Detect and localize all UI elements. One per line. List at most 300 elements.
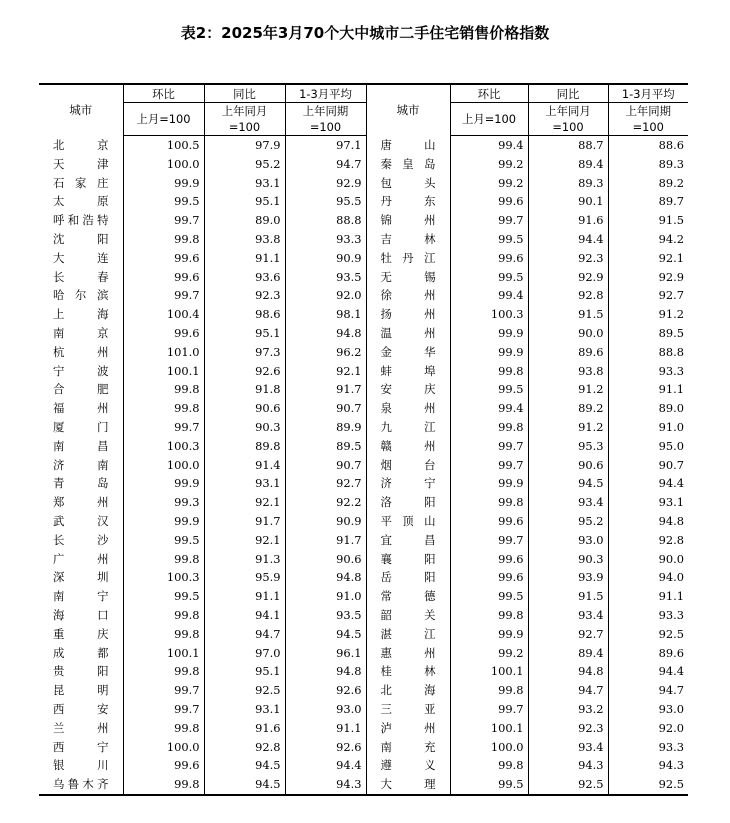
yoy-value-left: 92.6	[204, 362, 285, 381]
header-avg-base-right	[608, 103, 688, 136]
yoy-value-left: 97.3	[204, 343, 285, 362]
mom-value-left: 99.9	[123, 174, 204, 193]
table-row	[39, 456, 688, 475]
table-row	[39, 775, 688, 795]
table-row	[39, 625, 688, 644]
yoy-value-left: 90.6	[204, 399, 285, 418]
yoy-value-right: 93.2	[528, 700, 608, 719]
avg-value-left: 95.5	[285, 192, 366, 211]
avg-value-right: 93.3	[608, 362, 688, 381]
yoy-value-left: 95.1	[204, 324, 285, 343]
yoy-value-right: 94.5	[528, 474, 608, 493]
avg-value-right: 88.6	[608, 136, 688, 155]
table-row	[39, 268, 688, 287]
yoy-value-right: 92.8	[528, 286, 608, 305]
avg-value-right: 92.1	[608, 249, 688, 268]
avg-value-right: 89.0	[608, 399, 688, 418]
avg-value-right: 94.0	[608, 568, 688, 587]
mom-value-right: 99.8	[450, 493, 528, 512]
table-row	[39, 662, 688, 681]
yoy-value-left: 95.1	[204, 192, 285, 211]
mom-value-left: 99.9	[123, 512, 204, 531]
yoy-value-left: 91.1	[204, 249, 285, 268]
mom-value-left: 100.0	[123, 738, 204, 757]
avg-value-right: 94.4	[608, 662, 688, 681]
table-row	[39, 756, 688, 775]
mom-value-left: 99.5	[123, 531, 204, 550]
header-mom-left: 环比	[123, 84, 204, 103]
city-name-left: 厦门	[53, 419, 109, 434]
yoy-value-right: 93.4	[528, 493, 608, 512]
mom-value-left: 100.3	[123, 568, 204, 587]
city-name-left: 长沙	[53, 532, 109, 547]
header-mom-right: 环比	[450, 84, 528, 103]
city-name-right: 洛阳	[366, 493, 450, 512]
header-yoy-base-line1: 上年同月	[545, 104, 591, 118]
mom-value-left: 99.6	[123, 756, 204, 775]
city-name-left: 济南	[53, 457, 109, 472]
mom-value-right: 99.7	[450, 211, 528, 230]
yoy-value-left: 97.9	[204, 136, 285, 155]
table-row	[39, 474, 688, 493]
avg-value-right: 94.7	[608, 681, 688, 700]
header-avg-base-line2: =100	[632, 120, 664, 134]
mom-value-left: 99.8	[123, 230, 204, 249]
mom-value-right: 99.4	[450, 286, 528, 305]
header-avg-left: 1-3月平均	[285, 84, 366, 103]
city-name-left: 海口	[53, 607, 109, 622]
mom-value-left: 99.3	[123, 493, 204, 512]
mom-value-left: 99.8	[123, 606, 204, 625]
city-name-right: 金华	[366, 343, 450, 362]
table-body	[39, 136, 688, 795]
mom-value-left: 99.6	[123, 268, 204, 287]
header-mom-base-right: 上月=100	[450, 103, 528, 136]
mom-value-right: 99.4	[450, 399, 528, 418]
yoy-value-right: 88.7	[528, 136, 608, 155]
yoy-value-left: 90.3	[204, 418, 285, 437]
city-name-right: 岳阳	[366, 568, 450, 587]
avg-value-left: 90.7	[285, 399, 366, 418]
mom-value-right: 99.6	[450, 568, 528, 587]
avg-value-right: 91.1	[608, 587, 688, 606]
header-yoy-base-right	[528, 103, 608, 136]
mom-value-left: 99.6	[123, 249, 204, 268]
city-name-left: 西宁	[53, 739, 109, 754]
city-name-right: 常德	[366, 587, 450, 606]
table-row	[39, 606, 688, 625]
yoy-value-left: 92.1	[204, 531, 285, 550]
city-name-right: 丹东	[366, 192, 450, 211]
mom-value-right: 100.0	[450, 738, 528, 757]
avg-value-left: 93.3	[285, 230, 366, 249]
avg-value-left: 94.8	[285, 568, 366, 587]
avg-value-right: 89.6	[608, 644, 688, 663]
table-row	[39, 174, 688, 193]
mom-value-right: 99.8	[450, 756, 528, 775]
city-name-left: 郑州	[53, 495, 109, 510]
city-name-left: 太原	[53, 194, 109, 209]
yoy-value-left: 91.3	[204, 550, 285, 569]
mom-value-right: 99.6	[450, 249, 528, 268]
mom-value-right: 99.8	[450, 418, 528, 437]
avg-value-left: 91.7	[285, 531, 366, 550]
price-index-table	[39, 83, 688, 796]
city-name-left: 北京	[53, 137, 109, 152]
avg-value-right: 92.9	[608, 268, 688, 287]
city-name-left: 沈阳	[53, 231, 109, 246]
avg-value-left: 93.0	[285, 700, 366, 719]
avg-value-right: 91.5	[608, 211, 688, 230]
header-avg-base-line2: =100	[309, 120, 342, 134]
mom-value-left: 99.8	[123, 719, 204, 738]
avg-value-left: 90.9	[285, 512, 366, 531]
mom-value-right: 99.5	[450, 380, 528, 399]
mom-value-left: 99.8	[123, 625, 204, 644]
mom-value-right: 99.2	[450, 174, 528, 193]
yoy-value-right: 93.4	[528, 606, 608, 625]
table-row	[39, 550, 688, 569]
avg-value-left: 91.0	[285, 587, 366, 606]
avg-value-left: 92.9	[285, 174, 366, 193]
table-row	[39, 512, 688, 531]
table-row	[39, 192, 688, 211]
mom-value-left: 101.0	[123, 343, 204, 362]
avg-value-left: 92.2	[285, 493, 366, 512]
avg-value-right: 93.0	[608, 700, 688, 719]
avg-value-left: 88.8	[285, 211, 366, 230]
city-name-left: 呼和浩特	[53, 213, 109, 228]
mom-value-right: 99.6	[450, 192, 528, 211]
table-row	[39, 136, 688, 155]
yoy-value-right: 92.5	[528, 775, 608, 795]
city-name-left: 杭州	[53, 344, 109, 359]
header-avg-right: 1-3月平均	[608, 84, 688, 103]
table-row	[39, 380, 688, 399]
avg-value-right: 89.7	[608, 192, 688, 211]
yoy-value-right: 93.0	[528, 531, 608, 550]
city-name-right: 烟台	[366, 456, 450, 475]
mom-value-right: 99.5	[450, 775, 528, 795]
avg-value-right: 91.2	[608, 305, 688, 324]
avg-value-right: 94.4	[608, 474, 688, 493]
mom-value-right: 99.5	[450, 230, 528, 249]
table-row	[39, 230, 688, 249]
avg-value-left: 91.1	[285, 719, 366, 738]
yoy-value-left: 93.1	[204, 700, 285, 719]
avg-value-right: 94.3	[608, 756, 688, 775]
avg-value-left: 91.7	[285, 380, 366, 399]
city-name-left: 哈尔滨	[53, 288, 109, 303]
city-name-left: 深圳	[53, 570, 109, 585]
yoy-value-right: 95.2	[528, 512, 608, 531]
header-yoy-right: 同比	[528, 84, 608, 103]
city-name-right: 锦州	[366, 211, 450, 230]
mom-value-right: 99.2	[450, 644, 528, 663]
avg-value-right: 92.8	[608, 531, 688, 550]
city-name-right: 蚌埠	[366, 362, 450, 381]
table-row	[39, 324, 688, 343]
yoy-value-right: 89.4	[528, 644, 608, 663]
mom-value-left: 99.9	[123, 474, 204, 493]
yoy-value-left: 91.1	[204, 587, 285, 606]
mom-value-left: 99.5	[123, 192, 204, 211]
yoy-value-right: 94.8	[528, 662, 608, 681]
header-city-left: 城市	[39, 84, 123, 136]
mom-value-right: 99.5	[450, 268, 528, 287]
table-row	[39, 418, 688, 437]
yoy-value-left: 91.6	[204, 719, 285, 738]
mom-value-right: 99.8	[450, 362, 528, 381]
city-name-right: 无锡	[366, 268, 450, 287]
avg-value-left: 93.5	[285, 606, 366, 625]
city-name-left: 长春	[53, 269, 109, 284]
yoy-value-left: 93.1	[204, 174, 285, 193]
table-row	[39, 249, 688, 268]
yoy-value-right: 92.3	[528, 249, 608, 268]
yoy-value-right: 90.3	[528, 550, 608, 569]
city-name-left: 大连	[53, 250, 109, 265]
city-name-left: 青岛	[53, 476, 109, 491]
yoy-value-right: 95.3	[528, 437, 608, 456]
avg-value-left: 94.3	[285, 775, 366, 795]
yoy-value-left: 93.6	[204, 268, 285, 287]
table-row	[39, 211, 688, 230]
table-row	[39, 437, 688, 456]
avg-value-left: 97.1	[285, 136, 366, 155]
city-name-right: 北海	[366, 681, 450, 700]
header-yoy-base-line2: =100	[228, 120, 261, 134]
city-name-left: 成都	[53, 645, 109, 660]
table-row	[39, 305, 688, 324]
mom-value-right: 99.8	[450, 606, 528, 625]
table-row	[39, 719, 688, 738]
mom-value-right: 99.6	[450, 512, 528, 531]
avg-value-right: 93.1	[608, 493, 688, 512]
yoy-value-right: 91.5	[528, 305, 608, 324]
avg-value-right: 91.0	[608, 418, 688, 437]
city-name-right: 安庆	[366, 380, 450, 399]
city-name-left: 合肥	[53, 382, 109, 397]
city-name-left: 天津	[53, 156, 109, 171]
yoy-value-left: 94.7	[204, 625, 285, 644]
mom-value-right: 99.9	[450, 343, 528, 362]
header-avg-base-left	[285, 103, 366, 136]
avg-value-right: 95.0	[608, 437, 688, 456]
city-name-left: 乌鲁木齐	[39, 775, 123, 795]
city-name-left: 兰州	[53, 720, 109, 735]
avg-value-left: 98.1	[285, 305, 366, 324]
header-city-right: 城市	[366, 84, 450, 136]
city-name-left: 银川	[53, 758, 109, 773]
mom-value-left: 99.8	[123, 550, 204, 569]
avg-value-left: 89.9	[285, 418, 366, 437]
yoy-value-right: 90.1	[528, 192, 608, 211]
header-avg-base-line1: 上年同期	[302, 104, 349, 118]
table-row	[39, 681, 688, 700]
avg-value-left: 96.1	[285, 644, 366, 663]
avg-value-left: 94.8	[285, 662, 366, 681]
table-row	[39, 286, 688, 305]
city-name-right: 九江	[366, 418, 450, 437]
mom-value-right: 100.1	[450, 719, 528, 738]
yoy-value-left: 95.1	[204, 662, 285, 681]
avg-value-left: 92.6	[285, 681, 366, 700]
city-name-right: 襄阳	[366, 550, 450, 569]
yoy-value-left: 91.7	[204, 512, 285, 531]
yoy-value-right: 90.6	[528, 456, 608, 475]
mom-value-left: 99.8	[123, 380, 204, 399]
city-name-right: 秦皇岛	[366, 155, 450, 174]
yoy-value-left: 89.8	[204, 437, 285, 456]
mom-value-right: 99.8	[450, 681, 528, 700]
mom-value-right: 99.4	[450, 136, 528, 155]
city-name-right: 徐州	[366, 286, 450, 305]
yoy-value-left: 92.8	[204, 738, 285, 757]
mom-value-left: 99.8	[123, 662, 204, 681]
avg-value-left: 92.0	[285, 286, 366, 305]
avg-value-left: 93.5	[285, 268, 366, 287]
table-row	[39, 587, 688, 606]
header-row-1	[39, 84, 688, 103]
table-row	[39, 644, 688, 663]
yoy-value-left: 92.5	[204, 681, 285, 700]
city-name-right: 泉州	[366, 399, 450, 418]
avg-value-left: 90.9	[285, 249, 366, 268]
city-name-left: 武汉	[53, 513, 109, 528]
city-name-left: 福州	[53, 401, 109, 416]
yoy-value-left: 94.1	[204, 606, 285, 625]
mom-value-right: 99.9	[450, 625, 528, 644]
mom-value-left: 99.8	[123, 399, 204, 418]
mom-value-right: 99.2	[450, 155, 528, 174]
mom-value-left: 99.7	[123, 286, 204, 305]
mom-value-right: 99.7	[450, 456, 528, 475]
avg-value-left: 94.7	[285, 155, 366, 174]
table-row	[39, 568, 688, 587]
avg-value-left: 94.5	[285, 625, 366, 644]
yoy-value-left: 95.2	[204, 155, 285, 174]
mom-value-right: 99.5	[450, 587, 528, 606]
avg-value-left: 92.7	[285, 474, 366, 493]
header-yoy-base-left	[204, 103, 285, 136]
avg-value-left: 90.6	[285, 550, 366, 569]
city-name-right: 韶关	[366, 606, 450, 625]
city-name-right: 三亚	[366, 700, 450, 719]
avg-value-right: 92.5	[608, 775, 688, 795]
mom-value-right: 99.7	[450, 531, 528, 550]
city-name-right: 济宁	[366, 474, 450, 493]
mom-value-left: 99.7	[123, 418, 204, 437]
header-yoy-base-line2: =100	[552, 120, 584, 134]
mom-value-left: 99.5	[123, 587, 204, 606]
table-title: 表2：2025年3月70个大中城市二手住宅销售价格指数	[180, 24, 550, 42]
mom-value-right: 100.1	[450, 662, 528, 681]
avg-value-right: 94.2	[608, 230, 688, 249]
yoy-value-right: 92.9	[528, 268, 608, 287]
mom-value-left: 100.0	[123, 155, 204, 174]
table-row	[39, 700, 688, 719]
city-name-right: 湛江	[366, 625, 450, 644]
yoy-value-left: 97.0	[204, 644, 285, 663]
yoy-value-right: 94.7	[528, 681, 608, 700]
city-name-left: 上海	[53, 307, 109, 322]
mom-value-left: 99.7	[123, 681, 204, 700]
yoy-value-left: 94.5	[204, 775, 285, 795]
yoy-value-left: 98.6	[204, 305, 285, 324]
mom-value-left: 100.4	[123, 305, 204, 324]
mom-value-right: 99.6	[450, 550, 528, 569]
yoy-value-right: 94.3	[528, 756, 608, 775]
city-name-right: 赣州	[366, 437, 450, 456]
city-name-left: 昆明	[53, 683, 109, 698]
avg-value-right: 93.3	[608, 606, 688, 625]
yoy-value-right: 92.7	[528, 625, 608, 644]
city-name-right: 吉林	[366, 230, 450, 249]
avg-value-left: 94.4	[285, 756, 366, 775]
city-name-left: 南京	[53, 325, 109, 340]
avg-value-right: 92.7	[608, 286, 688, 305]
city-name-left: 南宁	[53, 589, 109, 604]
table-row	[39, 738, 688, 757]
yoy-value-left: 91.8	[204, 380, 285, 399]
yoy-value-left: 89.0	[204, 211, 285, 230]
yoy-value-left: 92.3	[204, 286, 285, 305]
mom-value-right: 99.9	[450, 324, 528, 343]
yoy-value-left: 92.1	[204, 493, 285, 512]
table-row	[39, 399, 688, 418]
yoy-value-right: 91.6	[528, 211, 608, 230]
city-name-right: 牡丹江	[366, 249, 450, 268]
city-name-right: 平顶山	[366, 512, 450, 531]
table-row	[39, 155, 688, 174]
city-name-left: 西安	[53, 701, 109, 716]
avg-value-right: 91.1	[608, 380, 688, 399]
header-mom-base-left: 上月=100	[123, 103, 204, 136]
yoy-value-right: 93.8	[528, 362, 608, 381]
avg-value-right: 90.0	[608, 550, 688, 569]
yoy-value-right: 91.5	[528, 587, 608, 606]
city-name-left: 重庆	[53, 626, 109, 641]
yoy-value-right: 92.3	[528, 719, 608, 738]
city-name-left: 宁波	[53, 363, 109, 378]
yoy-value-left: 91.4	[204, 456, 285, 475]
mom-value-left: 100.0	[123, 456, 204, 475]
city-name-right: 唐山	[366, 136, 450, 155]
mom-value-left: 100.1	[123, 644, 204, 663]
mom-value-left: 100.5	[123, 136, 204, 155]
yoy-value-right: 91.2	[528, 380, 608, 399]
table-row	[39, 362, 688, 381]
avg-value-right: 89.2	[608, 174, 688, 193]
city-name-right: 南充	[366, 738, 450, 757]
city-name-right: 桂林	[366, 662, 450, 681]
city-name-right: 包头	[366, 174, 450, 193]
avg-value-right: 89.5	[608, 324, 688, 343]
yoy-value-left: 94.5	[204, 756, 285, 775]
table-row	[39, 531, 688, 550]
mom-value-left: 99.6	[123, 324, 204, 343]
avg-value-right: 88.8	[608, 343, 688, 362]
yoy-value-right: 89.4	[528, 155, 608, 174]
city-name-left: 贵阳	[53, 664, 109, 679]
yoy-value-left: 95.9	[204, 568, 285, 587]
yoy-value-right: 90.0	[528, 324, 608, 343]
yoy-value-right: 89.6	[528, 343, 608, 362]
city-name-right: 扬州	[366, 305, 450, 324]
avg-value-left: 92.1	[285, 362, 366, 381]
table-row	[39, 493, 688, 512]
